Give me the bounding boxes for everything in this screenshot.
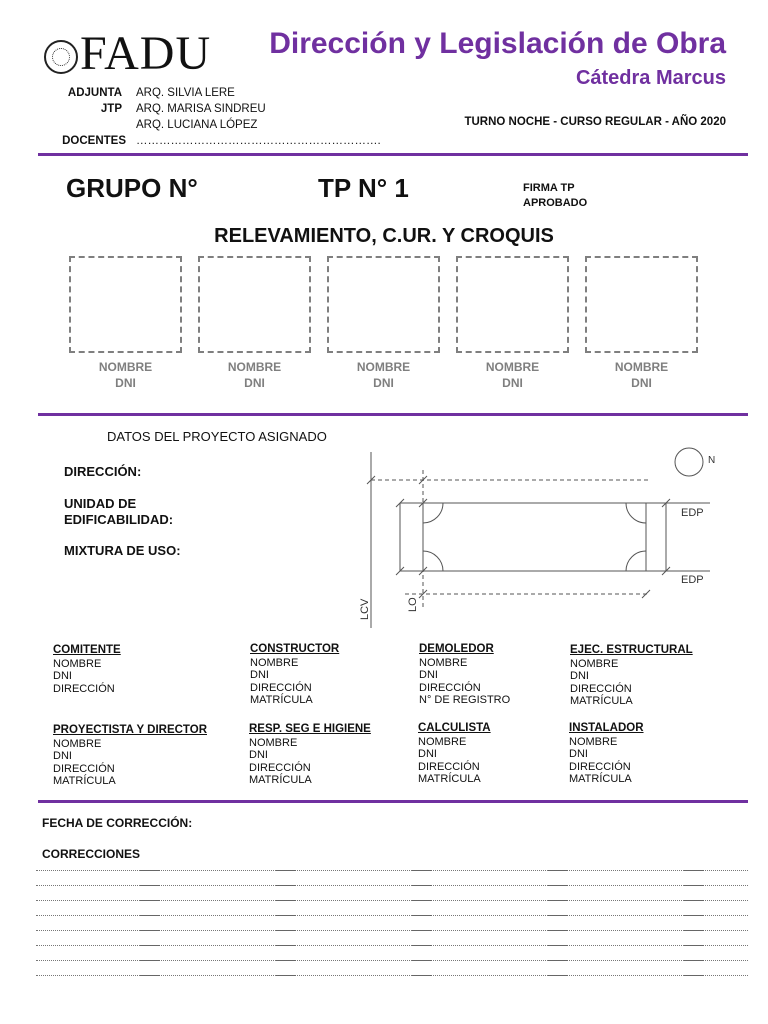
- correction-dash: [412, 870, 432, 871]
- correction-dash: [140, 870, 160, 871]
- role-field: MATRÍCULA: [569, 773, 632, 785]
- page-title: Dirección y Legislación de Obra: [269, 27, 726, 60]
- role-field: DNI: [570, 670, 589, 682]
- role-field: DNI: [569, 748, 588, 760]
- role-field: MATRÍCULA: [250, 694, 313, 706]
- role-field: DNI: [250, 669, 269, 681]
- correction-dash: [276, 915, 296, 916]
- role-field: MATRÍCULA: [418, 773, 481, 785]
- role-field: DNI: [249, 749, 268, 761]
- role-field: NOMBRE: [570, 657, 619, 670]
- role-field: N° DE REGISTRO: [419, 694, 511, 706]
- role-field: MATRÍCULA: [249, 774, 312, 786]
- correction-dash: [276, 930, 296, 931]
- role-field: NOMBRE: [249, 736, 298, 749]
- member-photo-box[interactable]: [585, 256, 698, 353]
- fadu-seal-icon: [44, 40, 78, 74]
- unidad-label: UNIDAD DE: [64, 496, 137, 511]
- member-photo-box[interactable]: [69, 256, 182, 353]
- role-block-comitente: [53, 644, 243, 695]
- role-block-instalador: [569, 722, 739, 786]
- correction-dash: [548, 870, 568, 871]
- correction-dash: [412, 930, 432, 931]
- member-name-label: NOMBRE: [614, 360, 669, 374]
- role-field: DIRECCIÓN: [418, 760, 480, 773]
- role-block-ejec-estructural: [570, 644, 740, 708]
- member-name-label: NOMBRE: [227, 360, 282, 374]
- role-field: DIRECCIÓN: [53, 682, 115, 695]
- role-block-resp-seg: [249, 723, 409, 787]
- correction-dash: [684, 960, 704, 961]
- role-field: DIRECCIÓN: [250, 681, 312, 694]
- role-title: COMITENTE: [53, 644, 121, 656]
- member-dni-label: DNI: [115, 376, 136, 390]
- correction-dash: [276, 975, 296, 976]
- member-caption: [327, 359, 440, 391]
- member-name-label: NOMBRE: [98, 360, 153, 374]
- correction-dash: [140, 945, 160, 946]
- member-dni-label: DNI: [373, 376, 394, 390]
- role-field: NOMBRE: [418, 735, 467, 748]
- staff-label: JTP: [100, 103, 122, 115]
- edp-bottom-label: EDP: [681, 574, 704, 586]
- staff-value: ……………………………………………………….: [136, 135, 381, 147]
- correction-dash: [684, 900, 704, 901]
- role-field: DIRECCIÓN: [419, 681, 481, 694]
- role-title: INSTALADOR: [569, 722, 644, 734]
- role-field: NOMBRE: [419, 656, 468, 669]
- correction-dash: [412, 900, 432, 901]
- correction-dash: [548, 915, 568, 916]
- correction-dash: [276, 885, 296, 886]
- north-arrow-icon: [675, 448, 703, 476]
- site-diagram: [350, 440, 730, 630]
- correction-dash: [276, 900, 296, 901]
- correction-dash: [140, 960, 160, 961]
- role-title: PROYECTISTA Y DIRECTOR: [53, 724, 207, 736]
- staff-list: [0, 84, 400, 156]
- correction-dash: [412, 885, 432, 886]
- role-field: NOMBRE: [53, 657, 102, 670]
- role-field: MATRÍCULA: [570, 695, 633, 707]
- correction-dash: [548, 900, 568, 901]
- correction-dash: [412, 975, 432, 976]
- corner-arc: [423, 503, 443, 523]
- fadu-logo: FADU: [80, 27, 212, 80]
- member-dni-label: DNI: [631, 376, 652, 390]
- section-title: RELEVAMIENTO, C.UR. Y CROQUIS: [214, 225, 554, 247]
- correction-dash: [548, 885, 568, 886]
- correction-date-label: FECHA DE CORRECCIÓN:: [42, 816, 193, 830]
- correction-dash: [548, 960, 568, 961]
- member-name-label: NOMBRE: [485, 360, 540, 374]
- correction-dash: [140, 930, 160, 931]
- role-field: DIRECCIÓN: [53, 762, 115, 775]
- correction-dash: [548, 945, 568, 946]
- role-block-proyectista: [53, 724, 243, 788]
- role-title: DEMOLEDOR: [419, 643, 494, 655]
- staff-value: ARQ. MARISA SINDREU: [136, 103, 266, 115]
- staff-label: DOCENTES: [62, 135, 126, 147]
- role-field: DNI: [418, 748, 437, 760]
- correction-dash: [684, 915, 704, 916]
- role-field: DNI: [53, 670, 72, 682]
- correction-dash: [684, 975, 704, 976]
- role-block-demoledor: [419, 643, 569, 707]
- north-label: N: [708, 455, 716, 466]
- approval-signature-label: [523, 181, 587, 211]
- tp-number-label: TP N° 1: [318, 173, 409, 203]
- correction-dash: [140, 975, 160, 976]
- correction-dash: [276, 945, 296, 946]
- correction-dash: [412, 915, 432, 916]
- direccion-label: DIRECCIÓN:: [64, 464, 142, 479]
- group-number-label: GRUPO N°: [66, 173, 198, 203]
- member-photo-box[interactable]: [198, 256, 311, 353]
- member-name-label: NOMBRE: [356, 360, 411, 374]
- firma-line: FIRMA TP: [523, 182, 575, 194]
- member-dni-label: DNI: [244, 376, 265, 390]
- lcv-label: LCV: [359, 598, 371, 620]
- correction-dash: [276, 960, 296, 961]
- correction-dash: [140, 915, 160, 916]
- role-field: DIRECCIÓN: [569, 760, 631, 773]
- role-field: NOMBRE: [250, 656, 299, 669]
- divider: [38, 413, 748, 416]
- corner-arc: [626, 551, 646, 571]
- correction-dash: [548, 930, 568, 931]
- corner-arc: [626, 503, 646, 523]
- role-title: EJEC. ESTRUCTURAL: [570, 644, 693, 656]
- corrections-label: CORRECCIONES: [42, 847, 141, 861]
- divider: [38, 800, 748, 803]
- role-field: DNI: [419, 669, 438, 681]
- role-field: NOMBRE: [569, 735, 618, 748]
- divider: [38, 153, 748, 156]
- staff-value: ARQ. SILVIA LERE: [136, 87, 235, 99]
- page-subtitle: Cátedra Marcus: [575, 67, 726, 89]
- role-title: CONSTRUCTOR: [250, 643, 340, 655]
- member-photo-box[interactable]: [456, 256, 569, 353]
- staff-label: ADJUNTA: [67, 87, 122, 99]
- correction-dash: [276, 870, 296, 871]
- mixtura-label: MIXTURA DE USO:: [64, 543, 181, 558]
- correction-dash: [140, 885, 160, 886]
- lo-label: LO: [407, 597, 419, 612]
- correction-dash: [684, 885, 704, 886]
- firma-line: APROBADO: [523, 197, 588, 209]
- unidad-label: EDIFICABILIDAD:: [64, 512, 174, 527]
- correction-dash: [684, 930, 704, 931]
- role-block-calculista: [418, 722, 568, 786]
- role-field: DIRECCIÓN: [249, 761, 311, 774]
- correction-dash: [684, 945, 704, 946]
- correction-dash: [684, 870, 704, 871]
- role-block-constructor: [250, 643, 410, 707]
- correction-dash: [140, 900, 160, 901]
- correction-dash: [412, 960, 432, 961]
- member-caption: [69, 359, 182, 391]
- staff-value: ARQ. LUCIANA LÓPEZ: [136, 119, 258, 131]
- correction-dash: [412, 945, 432, 946]
- project-section-title: DATOS DEL PROYECTO ASIGNADO: [107, 429, 327, 444]
- role-title: RESP. SEG E HIGIENE: [249, 723, 371, 735]
- member-caption: [198, 359, 311, 391]
- role-field: DNI: [53, 750, 72, 762]
- role-field: DIRECCIÓN: [570, 682, 632, 695]
- correction-dash: [548, 975, 568, 976]
- role-field: MATRÍCULA: [53, 775, 116, 787]
- member-photo-box[interactable]: [327, 256, 440, 353]
- role-title: CALCULISTA: [418, 722, 491, 734]
- member-caption: [585, 359, 698, 391]
- member-caption: [456, 359, 569, 391]
- course-info: TURNO NOCHE - CURSO REGULAR - AÑO 2020: [464, 116, 726, 128]
- role-field: NOMBRE: [53, 737, 102, 750]
- edp-top-label: EDP: [681, 507, 704, 519]
- member-dni-label: DNI: [502, 376, 523, 390]
